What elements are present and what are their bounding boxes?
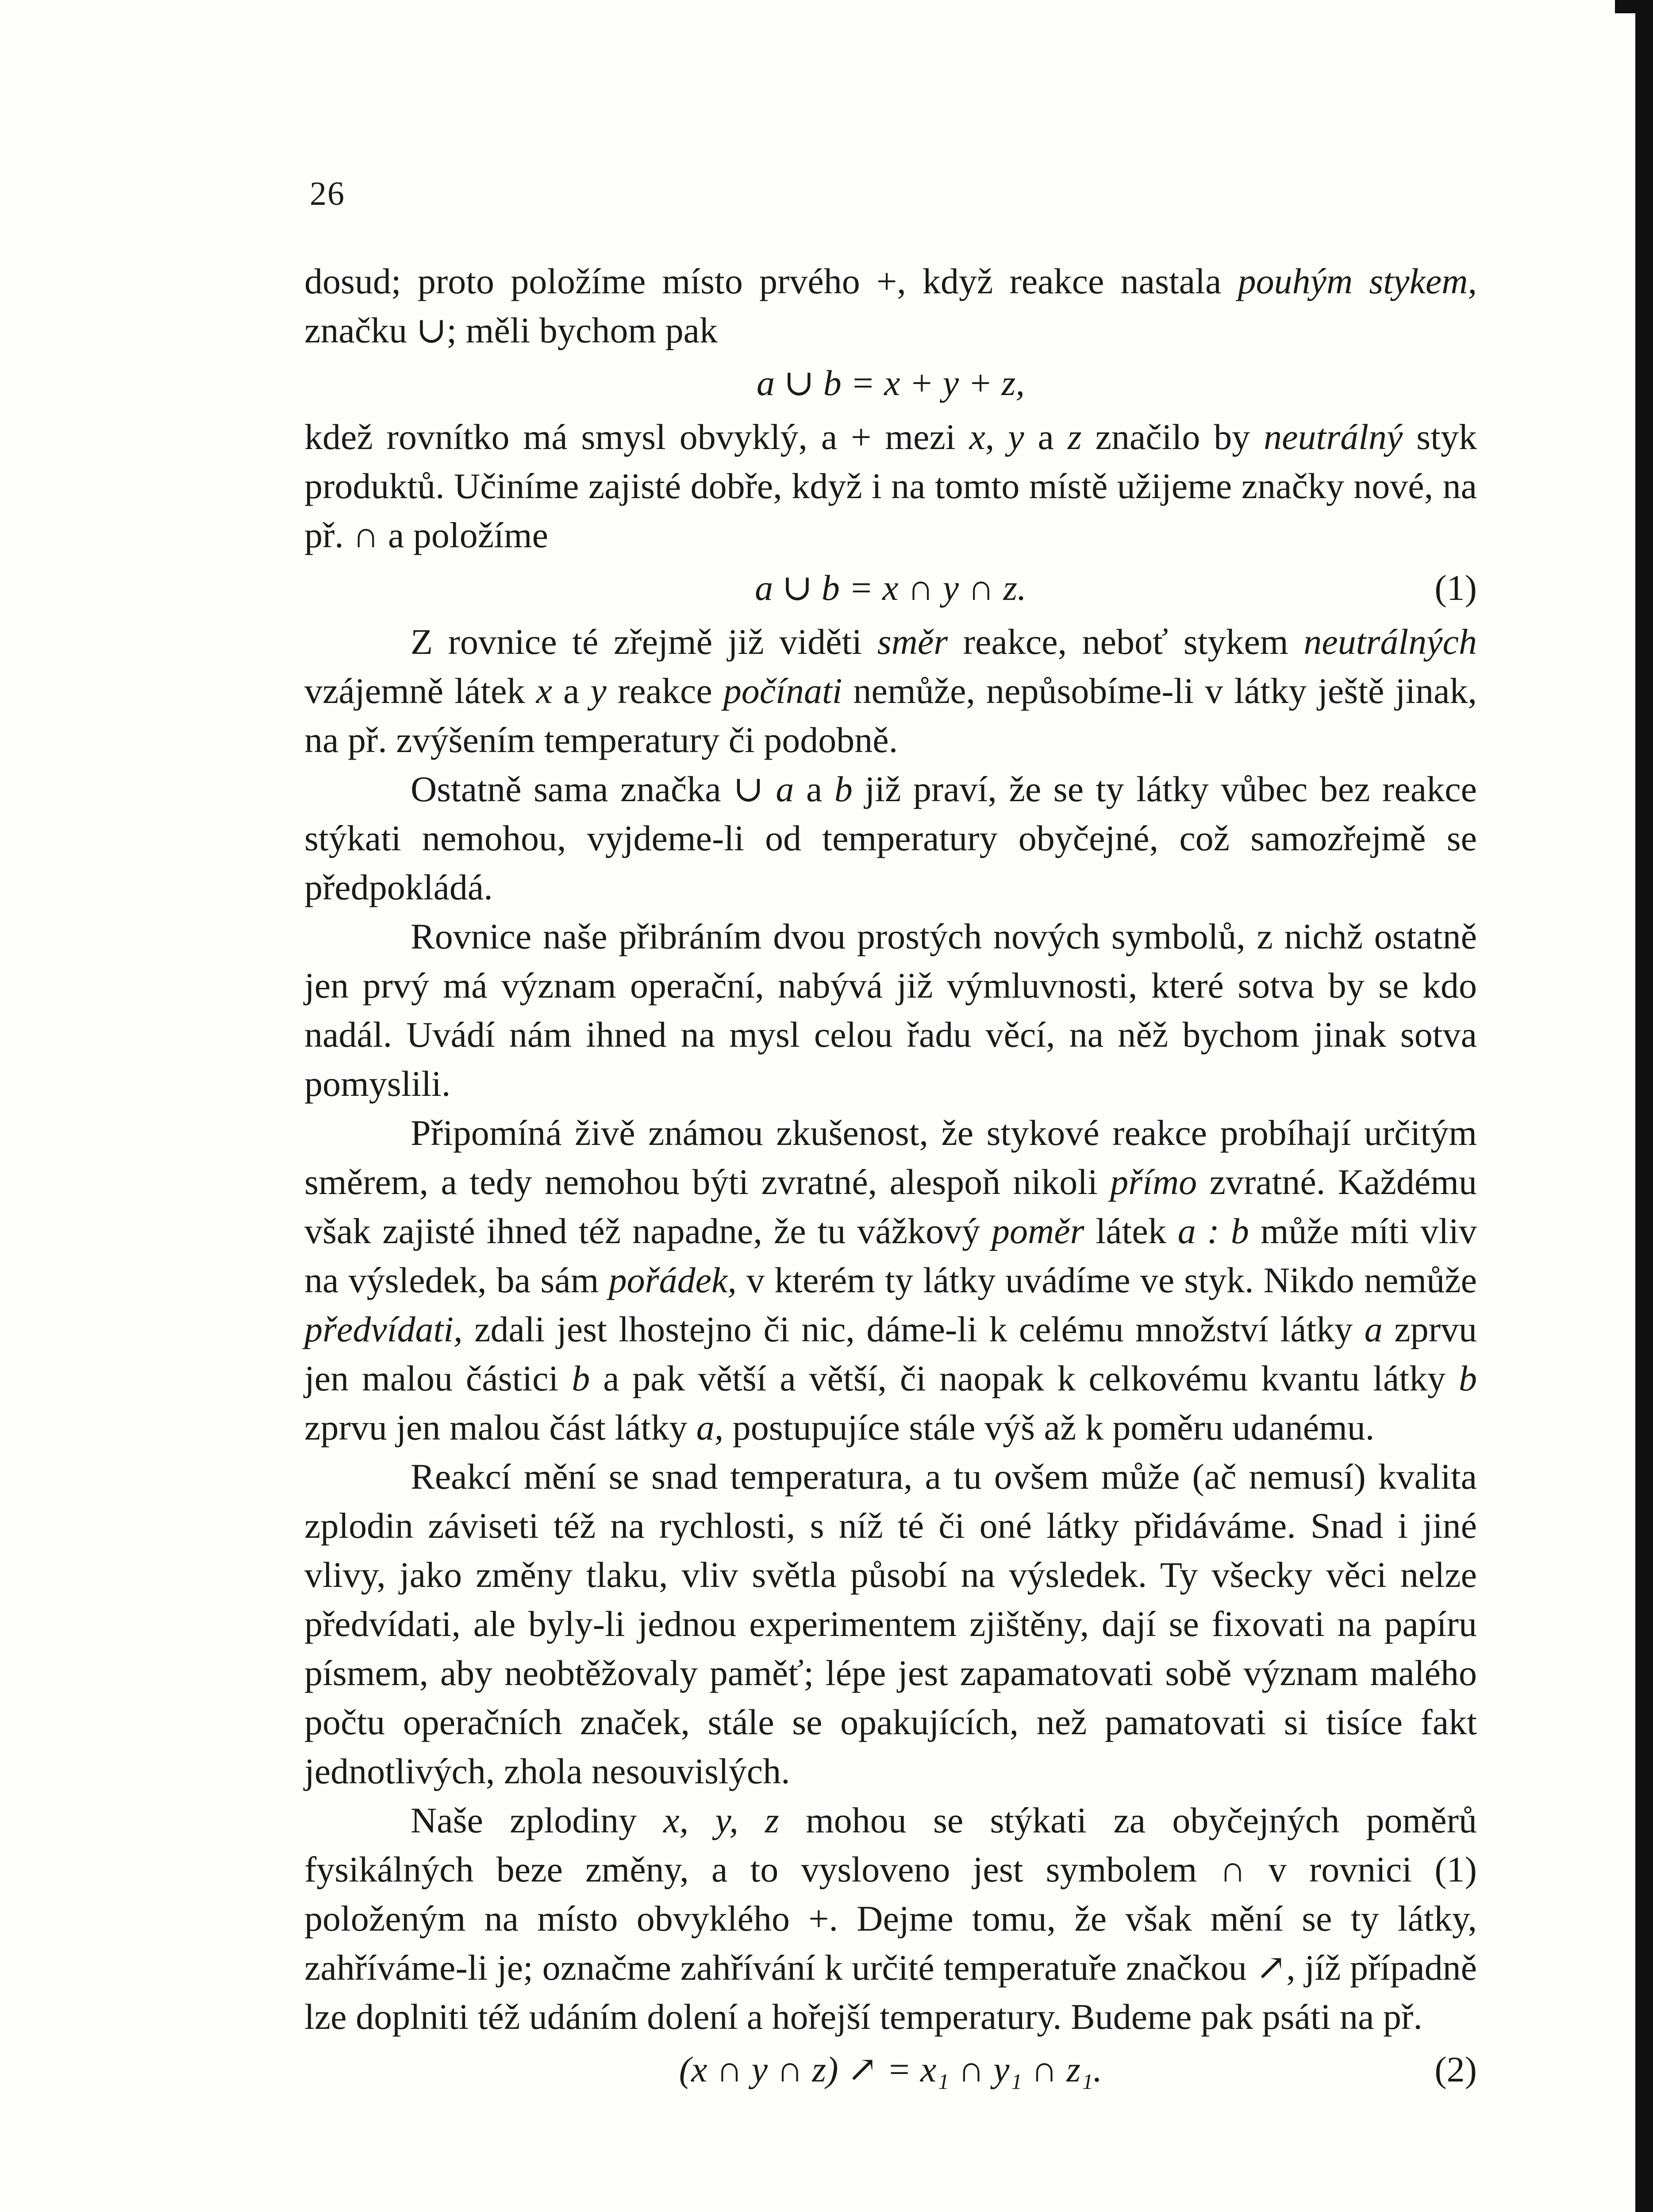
text-run: v kterém ty látky uvádíme ve styk. Nikdo nemůže xyxy=(736,1260,1477,1300)
text-run: značku ∪; měli bychom pak xyxy=(304,310,718,350)
emphasis: pořádek, xyxy=(608,1260,737,1300)
text-run: již praví, že se ty látky vůbec bez reakce stýkati nemohou, vyjdeme-li od temperatury obyčejné, což samozřejmě se předpokládá. xyxy=(304,769,1477,907)
emphasis: počínati xyxy=(723,671,842,711)
text-run: Z rovnice té zřejmě již viděti xyxy=(411,622,877,662)
paragraph-1 xyxy=(304,257,1477,355)
text-run: zprvu jen malou část látky xyxy=(304,1407,696,1448)
scan-border-top xyxy=(1615,0,1653,13)
text-run: vzájemně látek xyxy=(304,671,536,711)
text-run: a xyxy=(552,671,591,711)
variable: b xyxy=(572,1358,590,1398)
text-run: Ostatně sama značka ∪ xyxy=(411,769,776,809)
text-run: reakce xyxy=(606,671,723,711)
text-run: postupujíce stále výš až k poměru udanému. xyxy=(723,1407,1375,1448)
page-number: 26 xyxy=(310,175,345,212)
variable: y xyxy=(1008,417,1024,457)
text-run: nemůže, nepůsobíme-li v látky ještě jinak, na př. zvýšením temperatury či podobně. xyxy=(304,671,1477,760)
variable: a : b xyxy=(1177,1211,1249,1251)
body-text xyxy=(304,257,1477,2099)
equation-1 xyxy=(304,561,1477,614)
text-run: zvratné. Každému však zajisté ihned též napadne, že tu vážkový xyxy=(304,1162,1477,1251)
paragraph-8 xyxy=(304,1796,1477,2041)
text-run: kdež rovnítko má smysl obvyklý, a + mezi xyxy=(304,417,969,457)
emphasis: předvídati, xyxy=(304,1309,463,1349)
emphasis: neutrálných xyxy=(1303,622,1477,662)
text-run: a pak větší a větší, či naopak k celkovému kvantu látky xyxy=(590,1358,1459,1398)
variable: a xyxy=(776,769,794,809)
equation-number: (1) xyxy=(1434,568,1477,608)
equation-body: a ∪ b = x + y + z, xyxy=(757,363,1025,403)
paragraph-7: Reakcí mění se snad temperatura, a tu ovšem může (ač nemusí) kvalita zplodin záviseti též na rychlosti, s níž té či oné látky přidáváme. Snad i jiné vlivy, jako změny tlaku, vliv světla působí na výsledek. Ty všecky věci nelze předvídati, ale byly-li jednou experimentem zjištěny, dají se fixovati na papíru písmem, aby neobtěžovaly paměť; lépe jest zapamatovati sobě význam malého počtu operačních značek, stále se opakujících, než pamatovati si tisíce fakt jednotlivých, zhola nesouvislých. xyxy=(304,1456,1477,1791)
text-run: zprvu jen malou částici xyxy=(304,1309,1477,1398)
emphasis: poměr xyxy=(992,1211,1084,1251)
paragraph-4 xyxy=(304,764,1477,912)
variable: b xyxy=(834,769,853,809)
text-run: látek xyxy=(1084,1211,1178,1251)
text-run: Naše zplodiny xyxy=(411,1800,664,1840)
emphasis: přímo xyxy=(1110,1162,1197,1202)
text-run: zdali jest lhostejno či nic, dáme-li k celému množství látky xyxy=(462,1309,1365,1349)
text-run: Připomíná živě známou zkušenost, že stykové reakce probíhají určitým směrem, a tedy nemohou býti zvratné, alespoň nikoli xyxy=(304,1113,1477,1202)
text-run: mohou se stýkati za obyčejných poměrů fysikálných beze změny, a to vysloveno jest symbolem ∩ v rovnici (1) položeným na místo obvyklého +. Dejme tomu, že však mění se ty látky, zahříváme-li je; označme zahřívání k určité temperatuře značkou ↗, jíž případně lze doplniti též udáním dolení a hořejší temperatury. Budeme pak psáti na př. xyxy=(304,1800,1477,2037)
equation-2 xyxy=(304,2043,1477,2096)
emphasis: směr xyxy=(877,622,948,662)
equation-number: (2) xyxy=(1434,2049,1477,2089)
variable: x xyxy=(536,671,552,711)
text-run: značilo by xyxy=(1081,417,1264,457)
text-run: a xyxy=(794,769,834,809)
variable: x, y, z xyxy=(663,1800,779,1840)
equation-body: a ∪ b = x ∩ y ∩ z. xyxy=(755,568,1026,608)
text-run: může míti vliv na výsledek, ba sám xyxy=(304,1211,1477,1300)
scan-border-right xyxy=(1635,0,1653,2212)
variable: y xyxy=(590,671,607,711)
text-run: a xyxy=(1024,417,1068,457)
emphasis: pouhým stykem, xyxy=(1238,261,1477,301)
variable: x xyxy=(969,417,985,457)
equation-body: (x ∩ y ∩ z) ↗ = x₁ ∩ y₁ ∩ z₁. xyxy=(679,2049,1103,2089)
paragraph-2 xyxy=(304,412,1477,560)
equation-0 xyxy=(304,357,1477,410)
variable: a xyxy=(1364,1309,1383,1349)
paragraph-3 xyxy=(304,617,1477,764)
text-run: , xyxy=(985,417,1008,457)
variable: b xyxy=(1459,1358,1477,1398)
paragraph-5: Rovnice naše přibráním dvou prostých nových symbolů, z nichž ostatně jen prvý má význam operační, nabývá již výmluvnosti, které sotva by se kdo nadál. Uvádí nám ihned na mysl celou řadu věcí, na něž bychom jinak sotva pomyslili. xyxy=(304,916,1477,1104)
variable: z xyxy=(1067,417,1082,457)
text-run: dosud; proto položíme místo prvého +, když reakce nastala xyxy=(304,261,1238,301)
variable: a, xyxy=(696,1407,724,1448)
text-run: styk produktů. Učiníme zajisté dobře, když i na tomto místě užijeme značky nové, na př. ∩ a položíme xyxy=(304,417,1477,555)
paragraph-6 xyxy=(304,1108,1477,1452)
emphasis: neutrálný xyxy=(1264,417,1403,457)
text-run: reakce, neboť stykem xyxy=(948,622,1304,662)
